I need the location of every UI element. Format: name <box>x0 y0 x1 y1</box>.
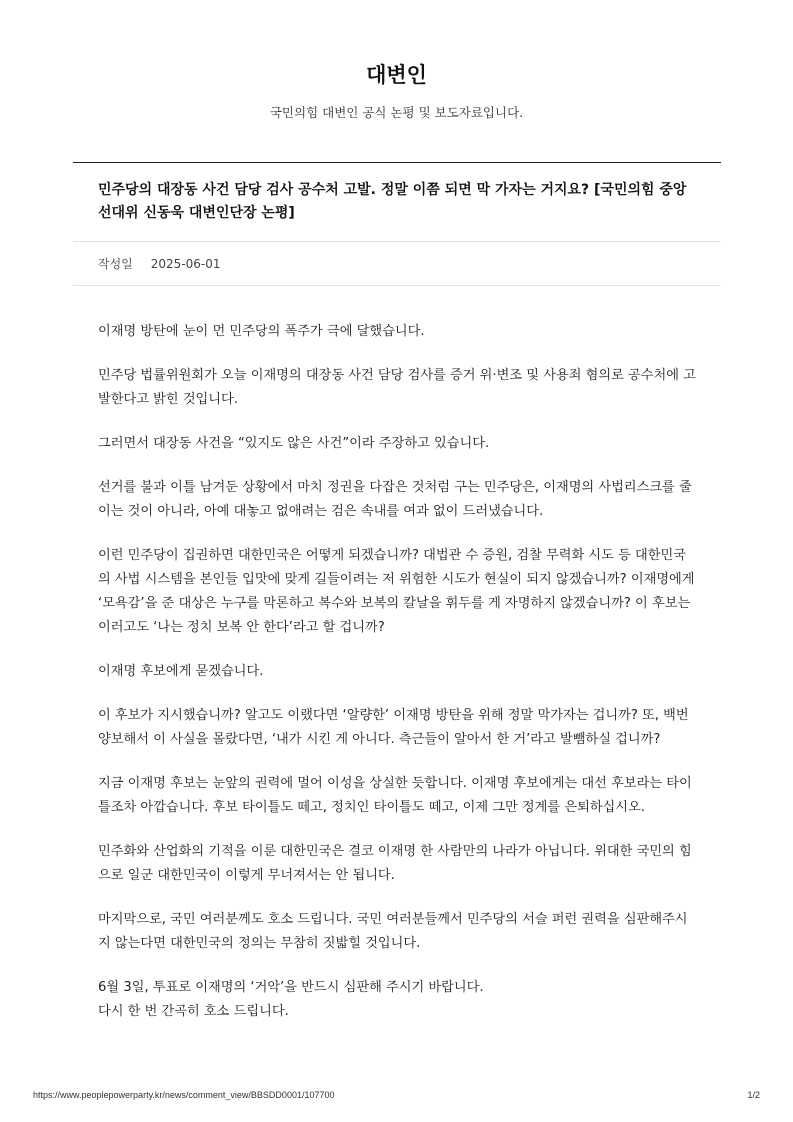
paragraph-2: 민주당 법률위원회가 오늘 이재명의 대장동 사건 담당 검사를 증거 위·변조 및 사용죄 혐의로 공수처에 고발한다고 밝힌 것입니다. <box>98 368 696 407</box>
paragraph-6: 이재명 후보에게 묻겠습니다. <box>98 664 264 679</box>
paragraph-8: 지금 이재명 후보는 눈앞의 권력에 멀어 이성을 상실한 듯합니다. 이재명 후보에게는 대선 후보라는 타이틀조차 아깝습니다. 후보 타이틀도 떼고, 정치인 타이틀도 떼고, 이제 그만 정계를 은퇴하십시오. <box>98 776 692 815</box>
paragraph-3: 그러면서 대장동 사건을 “있지도 않은 사건”이라 주장하고 있습니다. <box>98 436 490 451</box>
date-value: 2025-06-01 <box>150 256 221 271</box>
paragraph-4: 선거를 불과 이틀 남겨둔 상황에서 마치 정권을 다잡은 것처럼 구는 민주당은, 이재명의 사법리스크를 줄이는 것이 아니라, 아예 대놓고 없애려는 검은 속내를 여과 없이 드러냈습니다. <box>98 480 692 519</box>
article-title: 민주당의 대장동 사건 담당 검사 공수처 고발. 정말 이쯤 되면 막 가자는 거지요? [국민의힘 중앙선대위 신동욱 대변인단장 논평] <box>73 163 721 242</box>
page-footer <box>0 1090 793 1104</box>
article <box>73 162 721 1044</box>
page-header <box>0 60 793 122</box>
page-subtitle: 국민의힘 대변인 공식 논평 및 보도자료입니다. <box>269 105 524 120</box>
page-number: 1/2 <box>747 1090 760 1100</box>
paragraph-9: 민주화와 산업화의 기적을 이룬 대한민국은 결코 이재명 한 사람만의 나라가 아닙니다. 위대한 국민의 힘으로 일군 대한민국이 이렇게 무너져서는 안 됩니다. <box>98 844 692 883</box>
article-meta <box>73 242 721 286</box>
paragraph-7: 이 후보가 지시했습니까? 알고도 이랬다면 ‘알량한’ 이재명 방탄을 위해 정말 막가자는 겁니까? 또, 백번 양보해서 이 사실을 몰랐다면, ‘내가 시킨 게 아니다. 측근들이 알아서 한 거’라고 발뺌하실 겁니까? <box>98 708 689 747</box>
paragraph-12: 다시 한 번 간곡히 호소 드립니다. <box>98 1004 289 1019</box>
footer-url: https://www.peoplepowerparty.kr/news/comment_view/BBSDD0001/107700 <box>33 1090 335 1100</box>
page-title: 대변인 <box>366 63 427 87</box>
paragraph-5: 이런 민주당이 집권하면 대한민국은 어떻게 되겠습니까? 대법관 수 증원, 검찰 무력화 시도 등 대한민국의 사법 시스템을 본인들 입맛에 맞게 길들이려는 저 위험한 시도가 현실이 되지 않겠습니까? 이재명에게 ‘모욕감’을 준 대상은 누구를 막론하고 복수와 보복의 칼날을 휘두를 게 자명하지 않겠습니까? 이 후보는 이러고도 ‘나는 정치 보복 안 한다’라고 할 겁니까? <box>98 548 695 635</box>
article-body <box>73 286 721 1024</box>
paragraph-10: 마지막으로, 국민 여러분께도 호소 드립니다. 국민 여러분들께서 민주당의 서슬 퍼런 권력을 심판해주시지 않는다면 대한민국의 정의는 무참히 짓밟힐 것입니다. <box>98 912 688 951</box>
paragraph-1: 이재명 방탄에 눈이 먼 민주당의 폭주가 극에 달했습니다. <box>98 324 425 339</box>
paragraph-11: 6월 3일, 투표로 이재명의 ‘거악’을 반드시 심판해 주시기 바랍니다. <box>98 980 484 995</box>
date-label: 작성일 <box>98 257 133 271</box>
